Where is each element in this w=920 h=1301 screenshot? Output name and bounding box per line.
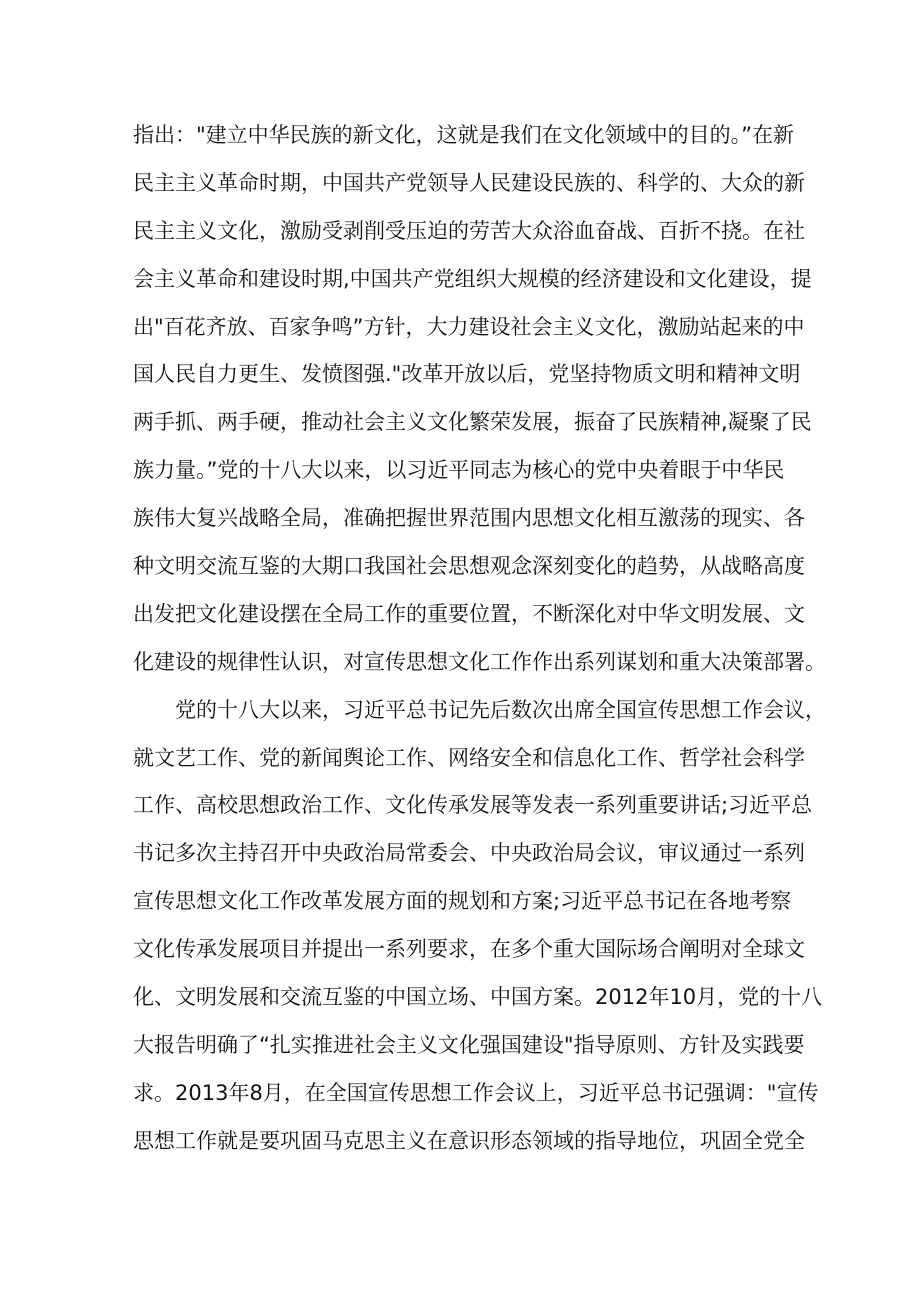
text-line: 指出："建立中华民族的新文化，这就是我们在文化领域中的目的。”在新 (133, 123, 795, 147)
text-line: 两手抓、两手硬，推动社会主义文化繁荣发展，振奋了民族精神,凝聚了民 (133, 410, 812, 435)
text-line: 会主义革命和建设时期,中国共产党组织大规模的经济建设和文化建设，提 (133, 266, 812, 291)
text-line: 工作、高校思想政治工作、文化传承发展等发表一系列重要讲话;习近平总 (133, 793, 813, 818)
text-line: 出发把文化建设摆在全局工作的重要位置，不断深化对中华文明发展、文 (133, 601, 805, 626)
text-line: 国人民自力更生、发愤图强."改革开放以后，党坚持物质文明和精神文明 (133, 362, 801, 387)
paragraph-first-line: 党的十八大以来，习近平总书记先后数次出席全国宣传思想工作会议， (175, 697, 826, 722)
text-line: 就文艺工作、党的新闻舆论工作、网络安全和信息化工作、哲学社会科学 (133, 745, 805, 770)
text-line: 文化传承发展项目并提出一系列要求，在多个重大国际场合阐明对全球文 (133, 937, 805, 962)
document-body (133, 112, 826, 1166)
text-line: 求。2013年8月，在全国宣传思想工作会议上，习近平总书记强调："宣传 (133, 1080, 819, 1105)
text-line: 族伟大复兴战略全局，准确把握世界范围内思想文化相互激荡的现实、各 (133, 506, 805, 531)
text-line: 种文明交流互鉴的大期口我国社会思想观念深刻变化的趋势，从战略高度 (133, 554, 805, 579)
text-line: 书记多次主持召开中央政治局常委会、中央政治局会议，审议通过一系列 (133, 841, 805, 866)
text-line: 宣传思想文化工作改革发展方面的规划和方案;习近平总书记在各地考察 (133, 889, 792, 914)
text-line: 化建设的规律性认识，对宣传思想文化工作作出系列谋划和重大决策部署。 (133, 649, 826, 674)
text-line: 民主主义革命时期，中国共产党领导人民建设民族的、科学的、大众的新 (133, 170, 805, 195)
text-line: 思想工作就是要巩固马克思主义在意识形态领域的指导地位，巩固全党全 (133, 1128, 805, 1153)
text-line: 族力量。”党的十八大以来，以习近平同志为核心的党中央着眼于中华民 (133, 458, 785, 483)
text-line: 化、文明发展和交流互鉴的中国立场、中国方案。2012年10月，党的十八 (133, 985, 823, 1010)
text-line: 大报告明确了“扎实推进社会主义文化强国建设"指导原则、方针及实践要 (133, 1032, 805, 1057)
text-line: 民主主义文化，激励受剥削受压迫的劳苦大众浴血奋战、百折不挠。在社 (133, 218, 805, 243)
text-line: 出"百花齐放、百家争鸣”方针，大力建设社会主义文化，激励站起来的中 (133, 314, 805, 339)
